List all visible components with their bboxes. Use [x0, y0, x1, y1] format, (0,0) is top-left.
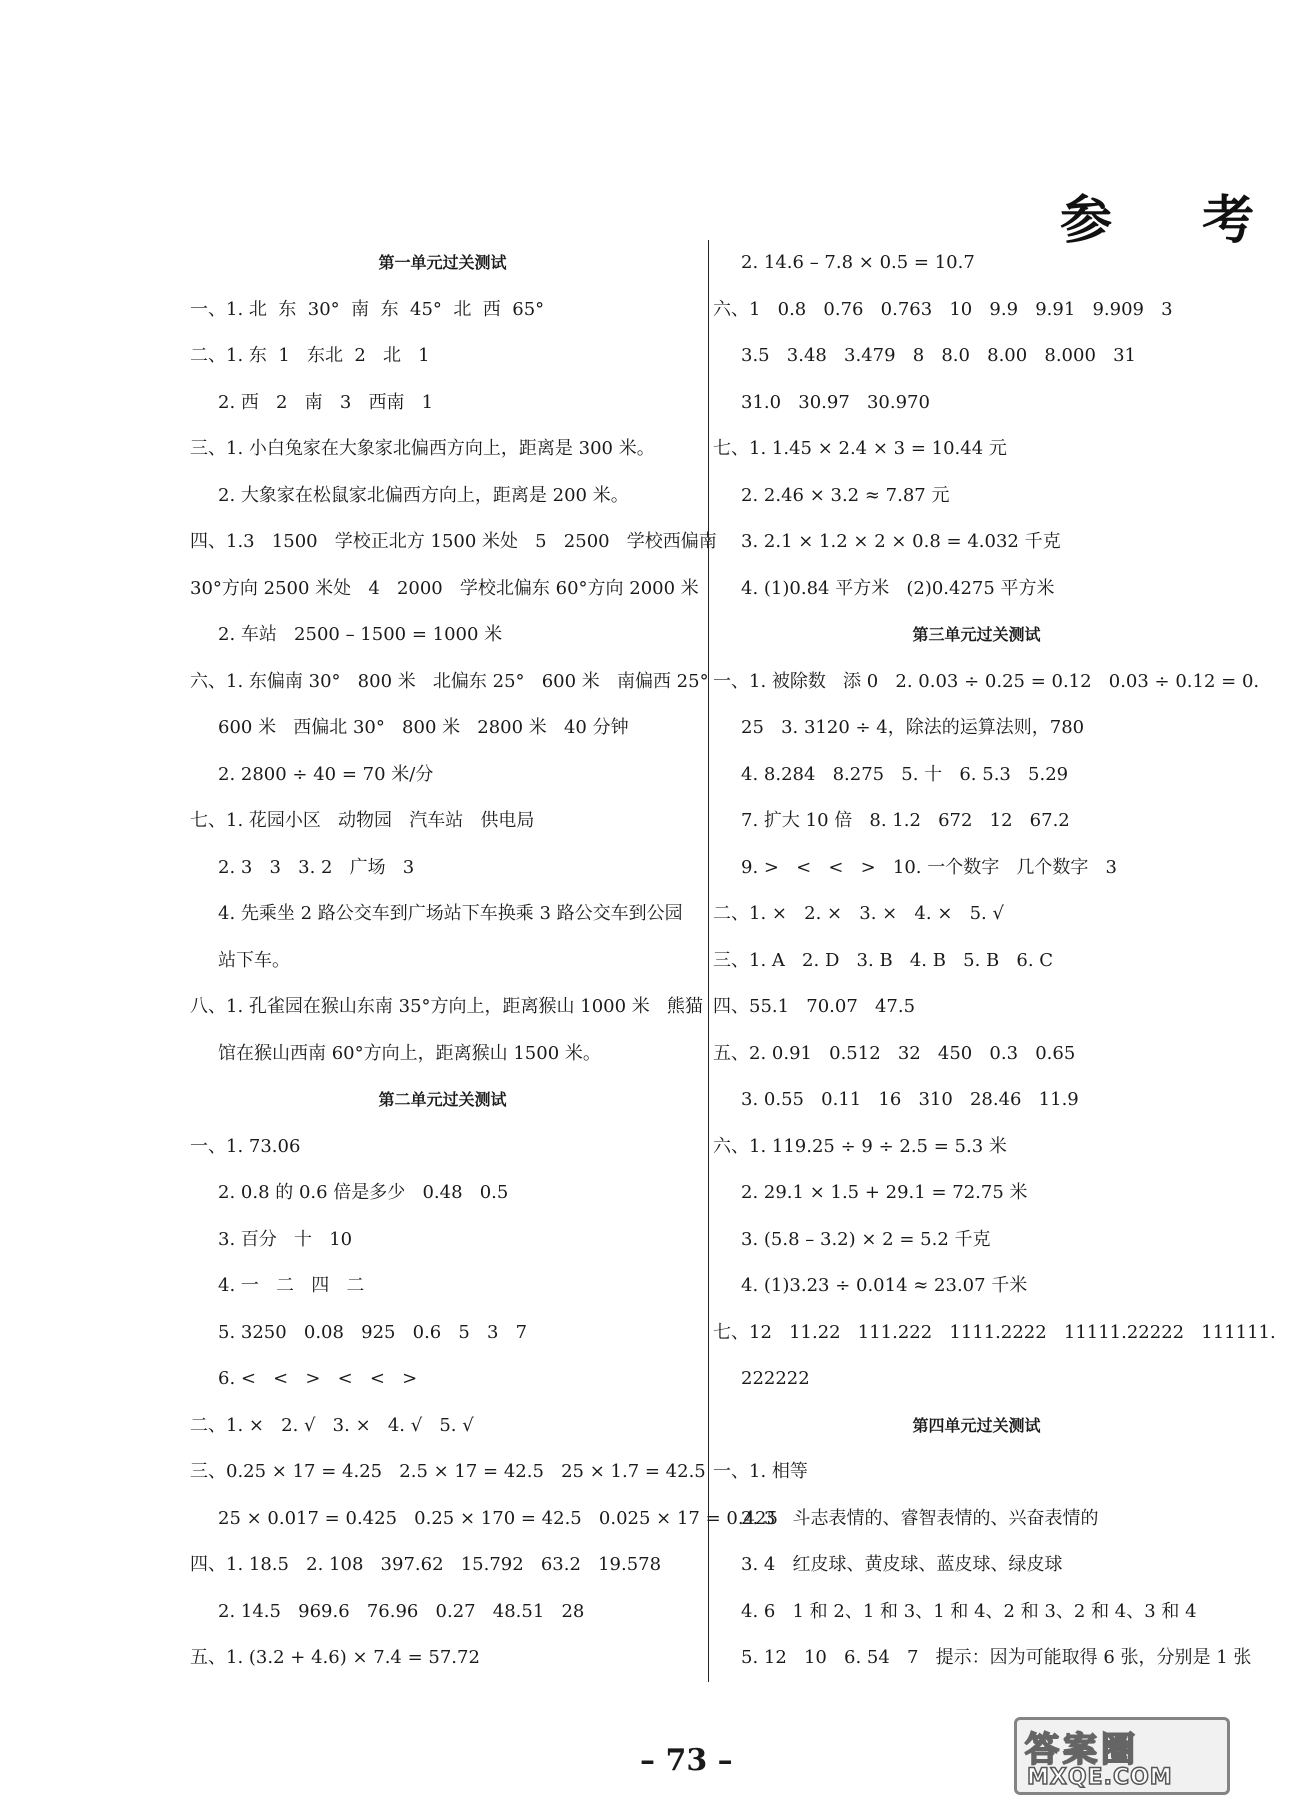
- page-number: – 73 –: [640, 1743, 733, 1778]
- answer-line: 5. 12 10 6. 54 7 提示：因为可能取得 6 张，分别是 1 张: [741, 1647, 1252, 1668]
- answer-line: 二、1. × 2. √ 3. × 4. √ 5. √: [190, 1414, 474, 1436]
- answer-line: 2. 2.46 × 3.2 ≈ 7.87 元: [741, 484, 950, 506]
- answer-line: 六、1. 东偏南 30° 800 米 北偏东 25° 600 米 南偏西 25°: [190, 670, 709, 692]
- answer-line: 馆在猴山西南 60°方向上，距离猴山 1500 米。: [218, 1042, 601, 1064]
- answer-line: 一、1. 相等: [713, 1461, 808, 1482]
- answer-line: 2. 3 3 3. 2 广场 3: [218, 856, 415, 878]
- answer-column-right: [708, 240, 1276, 1682]
- answer-line: 四、1.3 1500 学校正北方 1500 米处 5 2500 学校西偏南: [190, 531, 717, 552]
- watermark-text-top: 答案圈: [1025, 1730, 1139, 1770]
- watermark-text-bottom: MXQE.COM: [1027, 1765, 1173, 1790]
- answer-line: 六、1. 119.25 ÷ 9 ÷ 2.5 = 5.3 米: [713, 1135, 1007, 1157]
- section-heading: 第二单元过关测试: [378, 1090, 507, 1109]
- answer-line: 9. > < < > 10. 一个数字 几个数字 3: [741, 856, 1118, 878]
- answer-line: 2. 2800 ÷ 40 = 70 米/分: [218, 763, 434, 785]
- answer-line: 5. 3250 0.08 925 0.6 5 3 7: [218, 1321, 528, 1343]
- answer-line: 2. 3 斗志表情的、睿智表情的、兴奋表情的: [741, 1507, 1099, 1529]
- answer-line: 2. 西 2 南 3 西南 1: [218, 391, 434, 413]
- answer-line: 3. 0.55 0.11 16 310 28.46 11.9: [741, 1089, 1079, 1110]
- answer-line: 3. 4 红皮球、黄皮球、蓝皮球、绿皮球: [741, 1554, 1063, 1575]
- answer-line: 2. 0.8 的 0.6 倍是多少 0.48 0.5: [218, 1182, 509, 1203]
- answer-line: 四、1. 18.5 2. 108 397.62 15.792 63.2 19.578: [190, 1554, 662, 1575]
- answer-line: 6. < < > < < >: [218, 1368, 418, 1389]
- answer-line: 3. 2.1 × 1.2 × 2 × 0.8 = 4.032 千克: [741, 531, 1061, 552]
- answer-line: 3. 百分 十 10: [218, 1228, 353, 1250]
- answer-line: 4. 先乘坐 2 路公交车到广场站下车换乘 3 路公交车到公园: [218, 903, 683, 924]
- section-heading: 第一单元过关测试: [378, 253, 507, 272]
- watermark-badge: [1014, 1717, 1230, 1795]
- answer-line: 30°方向 2500 米处 4 2000 学校北偏东 60°方向 2000 米: [190, 577, 699, 599]
- answer-line: 2. 29.1 × 1.5 + 29.1 = 72.75 米: [741, 1182, 1028, 1203]
- page-title: 参 考: [1060, 190, 1290, 251]
- answer-line: 七、1. 1.45 × 2.4 × 3 = 10.44 元: [713, 438, 1007, 459]
- answer-line: 站下车。: [218, 949, 290, 971]
- answer-line: 4. 一 二 四 二: [218, 1275, 365, 1296]
- answer-line: 六、1 0.8 0.76 0.763 10 9.9 9.91 9.909 3: [713, 298, 1173, 320]
- answer-line: 2. 大象家在松鼠家北偏西方向上，距离是 200 米。: [218, 484, 629, 506]
- answer-line: 600 米 西偏北 30° 800 米 2800 米 40 分钟: [218, 717, 629, 738]
- answer-line: 三、1. 小白兔家在大象家北偏西方向上，距离是 300 米。: [190, 438, 655, 459]
- answer-line: 2. 14.5 969.6 76.96 0.27 48.51 28: [218, 1600, 585, 1622]
- answer-line: 222222: [741, 1368, 810, 1389]
- answer-line: 2. 车站 2500 – 1500 = 1000 米: [218, 624, 503, 645]
- answer-line: 4. (1)0.84 平方米 (2)0.4275 平方米: [741, 577, 1055, 599]
- answer-line: 五、1. (3.2 + 4.6) × 7.4 = 57.72: [190, 1647, 480, 1668]
- answer-line: 五、2. 0.91 0.512 32 450 0.3 0.65: [713, 1042, 1076, 1064]
- answer-line: 一、1. 被除数 添 0 2. 0.03 ÷ 0.25 = 0.12 0.03 ÷ 0.12 = 0.: [713, 670, 1260, 692]
- answer-line: 七、12 11.22 111.222 1111.2222 11111.22222 111111.: [713, 1321, 1276, 1343]
- answer-line: 三、0.25 × 17 = 4.25 2.5 × 17 = 42.5 25 × 1.7 = 42.5: [190, 1461, 706, 1482]
- watermark-logo: [1010, 1715, 1230, 1795]
- answer-line: 二、1. 东 1 东北 2 北 1: [190, 345, 430, 366]
- answer-line: 八、1. 孔雀园在猴山东南 35°方向上，距离猴山 1000 米 熊猫: [190, 996, 703, 1017]
- answer-line: 25 × 0.017 = 0.425 0.25 × 170 = 42.5 0.025 × 17 = 0.425: [218, 1507, 778, 1529]
- section-heading: 第四单元过关测试: [912, 1415, 1041, 1435]
- answer-line: 四、55.1 70.07 47.5: [713, 996, 916, 1017]
- answer-line: 2. 14.6 – 7.8 × 0.5 = 10.7: [741, 252, 975, 273]
- answer-line: 二、1. × 2. × 3. × 4. × 5. √: [713, 903, 1004, 924]
- answer-line: 31.0 30.97 30.970: [741, 391, 930, 413]
- answer-line: 3.5 3.48 3.479 8 8.0 8.00 8.000 31: [741, 345, 1136, 366]
- answer-line: 4. 6 1 和 2、1 和 3、1 和 4、2 和 3、2 和 4、3 和 4: [741, 1600, 1197, 1622]
- answer-line: 3. (5.8 – 3.2) × 2 = 5.2 千克: [741, 1228, 991, 1250]
- section-heading: 第三单元过关测试: [912, 625, 1041, 644]
- answer-line: 4. 8.284 8.275 5. 十 6. 5.3 5.29: [741, 763, 1069, 785]
- answer-line: 25 3. 3120 ÷ 4，除法的运算法则，780: [741, 717, 1085, 738]
- answer-line: 七、1. 花园小区 动物园 汽车站 供电局: [190, 810, 535, 831]
- answer-line: 三、1. A 2. D 3. B 4. B 5. B 6. C: [713, 949, 1054, 971]
- answer-line: 一、1. 北 东 30° 南 东 45° 北 西 65°: [190, 298, 545, 320]
- answer-line: 4. (1)3.23 ÷ 0.014 ≈ 23.07 千米: [741, 1275, 1028, 1296]
- answer-line: 7. 扩大 10 倍 8. 1.2 672 12 67.2: [741, 810, 1070, 831]
- answer-line: 一、1. 73.06: [190, 1135, 301, 1157]
